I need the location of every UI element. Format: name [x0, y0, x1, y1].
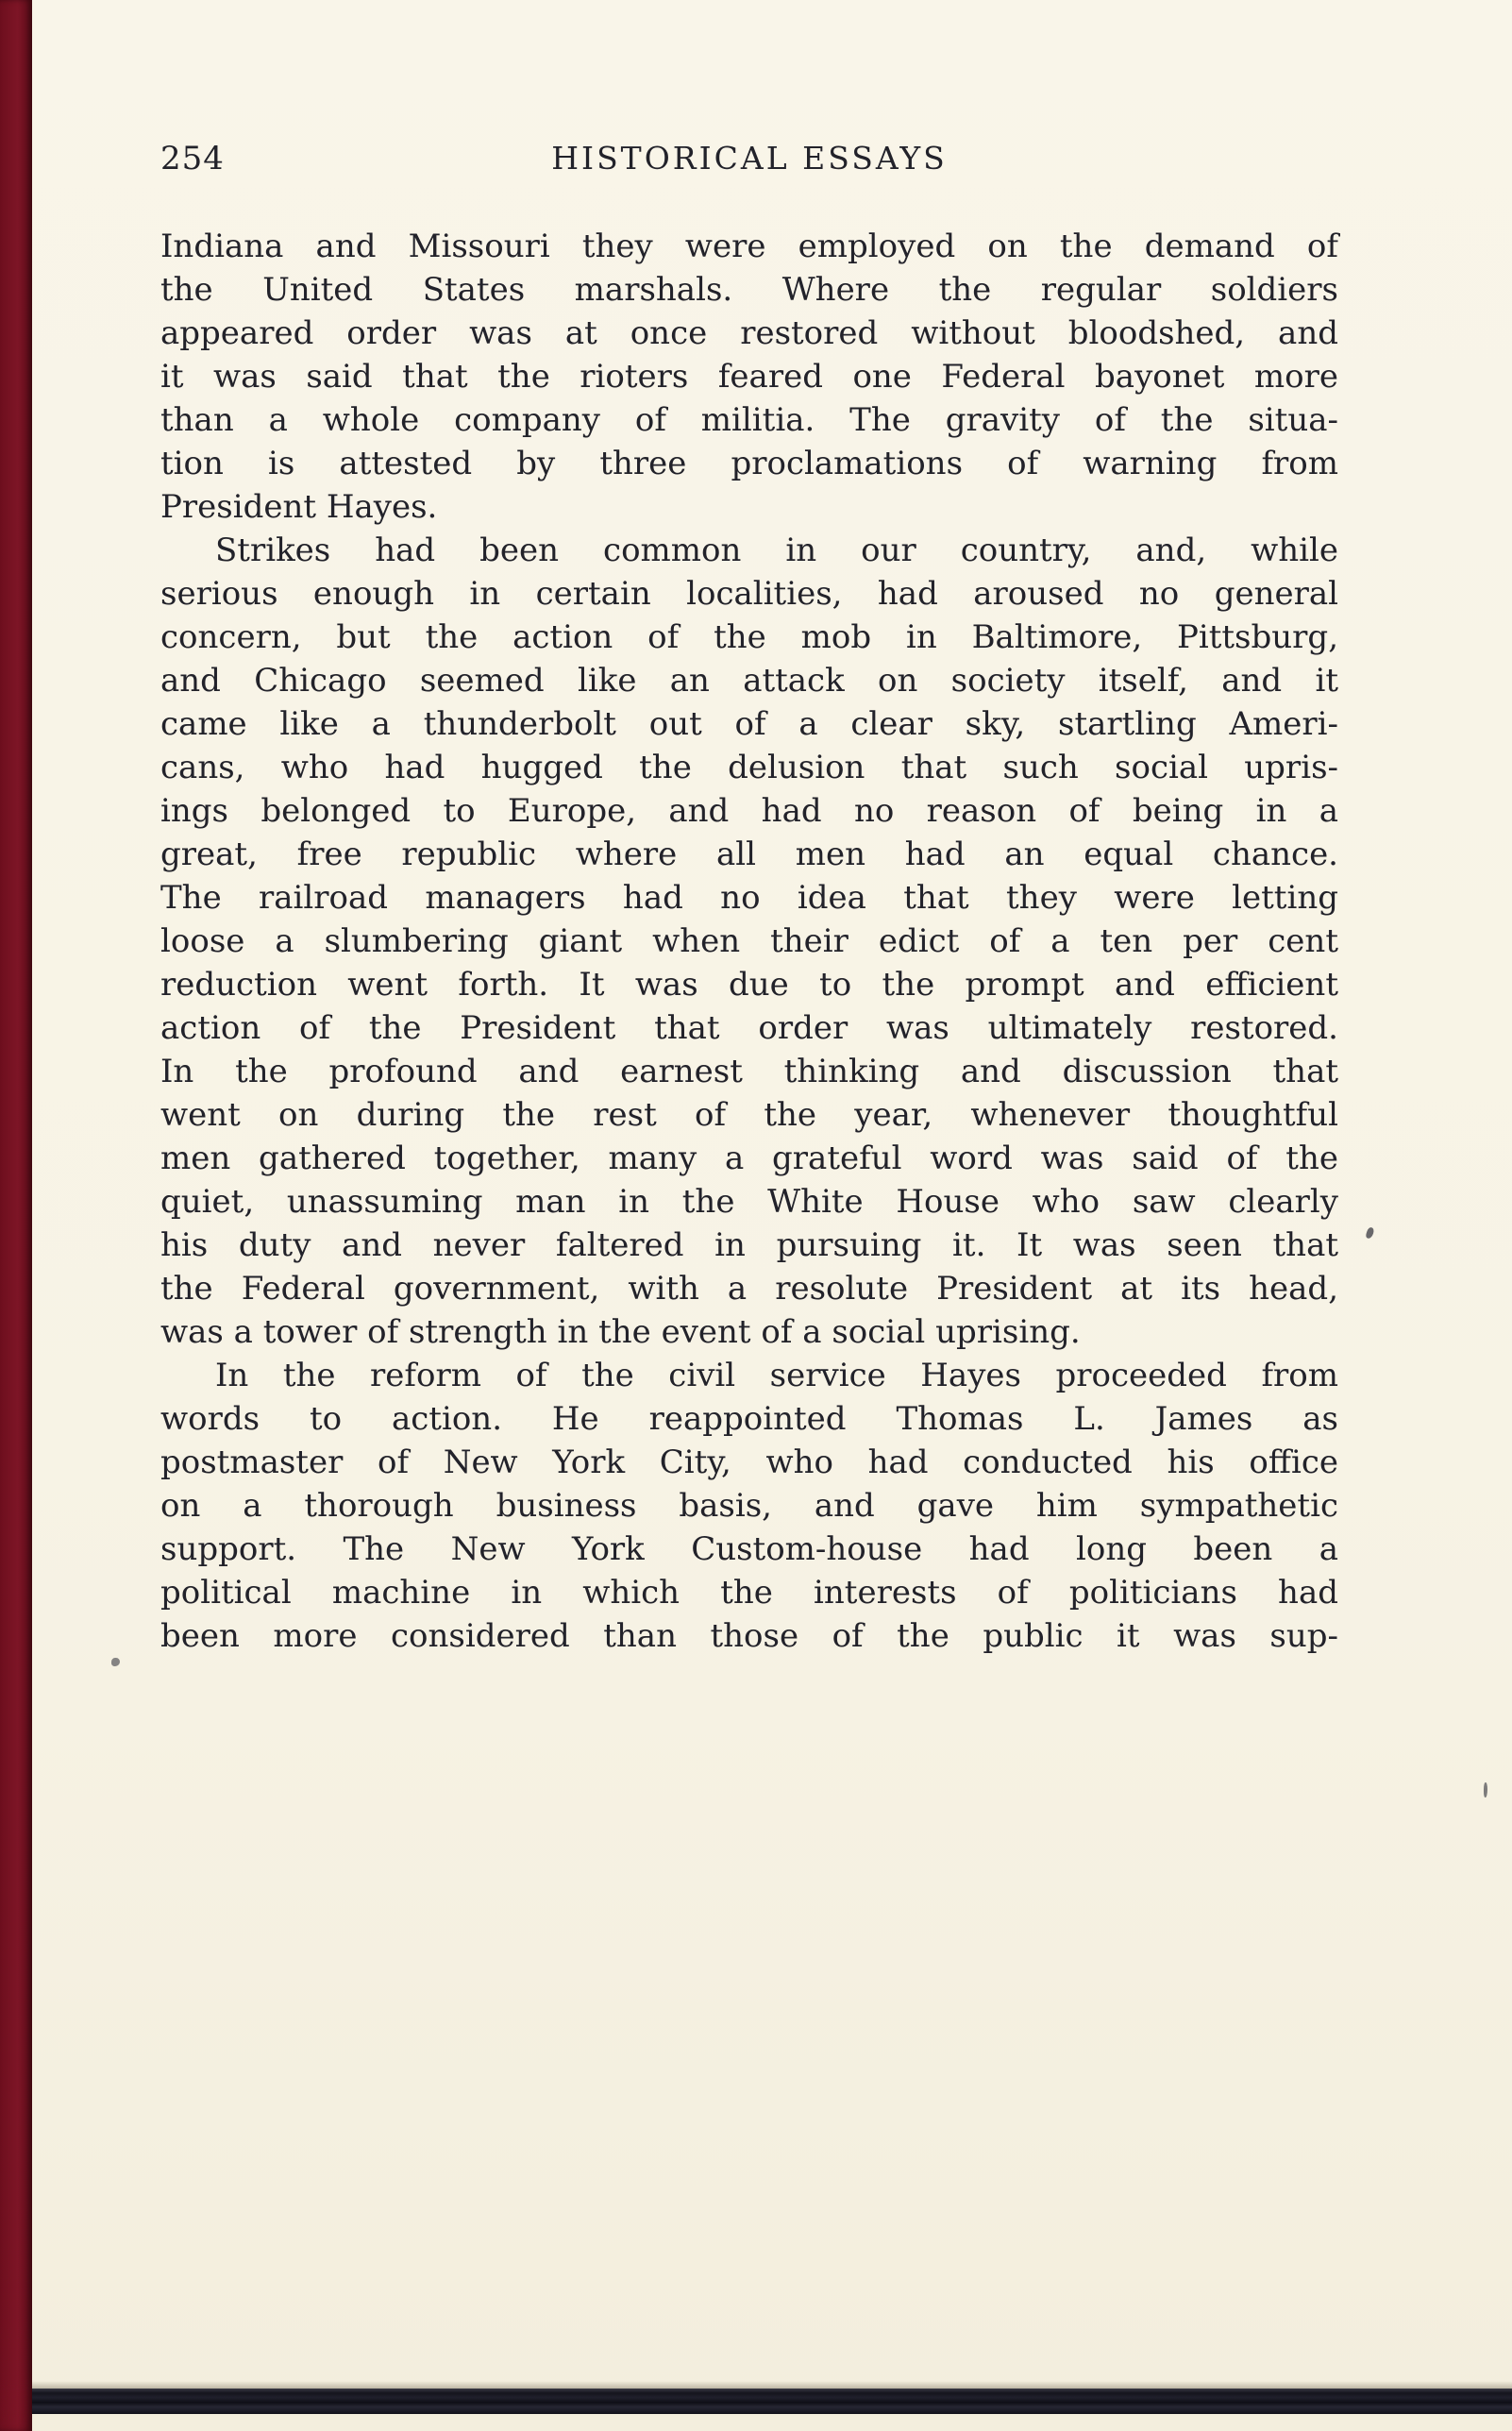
text-line: Strikes had been common in our country, and, while	[215, 532, 1338, 569]
page-edge-shadow	[32, 2381, 1512, 2389]
scan-speck	[111, 1658, 120, 1666]
text-line: great, free republic where all men had an equal chance.	[160, 836, 1338, 873]
paragraph	[160, 225, 1338, 529]
scan-speck	[1484, 1782, 1487, 1798]
text-line: tion is attested by three proclamations of warning from	[160, 445, 1338, 482]
text-line: political machine in which the interests of politicians had	[160, 1574, 1338, 1612]
text-line: serious enough in certain localities, had aroused no general	[160, 575, 1338, 613]
text-line: his duty and never faltered in pursuing it. It was seen that	[160, 1226, 1338, 1264]
text-line: went on during the rest of the year, whenever thoughtful	[160, 1096, 1338, 1134]
paragraph	[160, 1354, 1338, 1658]
text-line: Indiana and Missouri they were employed on the demand of	[160, 228, 1338, 265]
text-line: concern, but the action of the mob in Baltimore, Pittsburg,	[160, 618, 1338, 656]
text-line: action of the President that order was ultimately restored.	[160, 1009, 1338, 1047]
running-header: HISTORICAL ESSAYS	[551, 140, 948, 177]
book-binding-edge	[0, 0, 32, 2431]
text-line: it was said that the rioters feared one Federal bayonet more	[160, 358, 1338, 396]
text-line: ings belonged to Europe, and had no reason of being in a	[160, 792, 1338, 830]
scan-speck	[1365, 1226, 1374, 1240]
text-line: the United States marshals. Where the regular soldiers	[160, 271, 1338, 309]
page-header	[160, 140, 1338, 181]
text-line: men gathered together, many a grateful word was said of the	[160, 1140, 1338, 1177]
text-line: on a thorough business basis, and gave him sympathetic	[160, 1487, 1338, 1525]
text-line: quiet, unassuming man in the White House who saw clearly	[160, 1183, 1338, 1221]
text-line: postmaster of New York City, who had conducted his office	[160, 1443, 1338, 1481]
text-line: In the reform of the civil service Hayes proceeded from	[215, 1357, 1338, 1394]
text-line: President Hayes.	[160, 488, 438, 526]
text-line: loose a slumbering giant when their edict of a ten per cent	[160, 922, 1338, 960]
page-bottom-edge	[32, 2389, 1512, 2414]
text-line: cans, who had hugged the delusion that such social upris-	[160, 749, 1338, 786]
text-line: than a whole company of militia. The gravity of the situa-	[160, 401, 1338, 439]
text-line: appeared order was at once restored without bloodshed, and	[160, 314, 1338, 352]
text-line: The railroad managers had no idea that they were letting	[160, 879, 1338, 917]
text-line: In the profound and earnest thinking and discussion that	[160, 1053, 1338, 1090]
text-line: the Federal government, with a resolute President at its head,	[160, 1270, 1338, 1308]
text-line: was a tower of strength in the event of a social uprising.	[160, 1313, 1081, 1351]
text-line: support. The New York Custom-house had long been a	[160, 1530, 1338, 1568]
page-number: 254	[160, 140, 225, 177]
paragraph	[160, 529, 1338, 1354]
text-line: been more considered than those of the public it was sup-	[160, 1617, 1338, 1655]
page-body	[160, 225, 1338, 1658]
text-line: words to action. He reappointed Thomas L. James as	[160, 1400, 1338, 1438]
text-line: came like a thunderbolt out of a clear sky, startling Ameri-	[160, 705, 1338, 743]
text-line: and Chicago seemed like an attack on society itself, and it	[160, 662, 1338, 700]
text-line: reduction went forth. It was due to the prompt and efficient	[160, 966, 1338, 1004]
